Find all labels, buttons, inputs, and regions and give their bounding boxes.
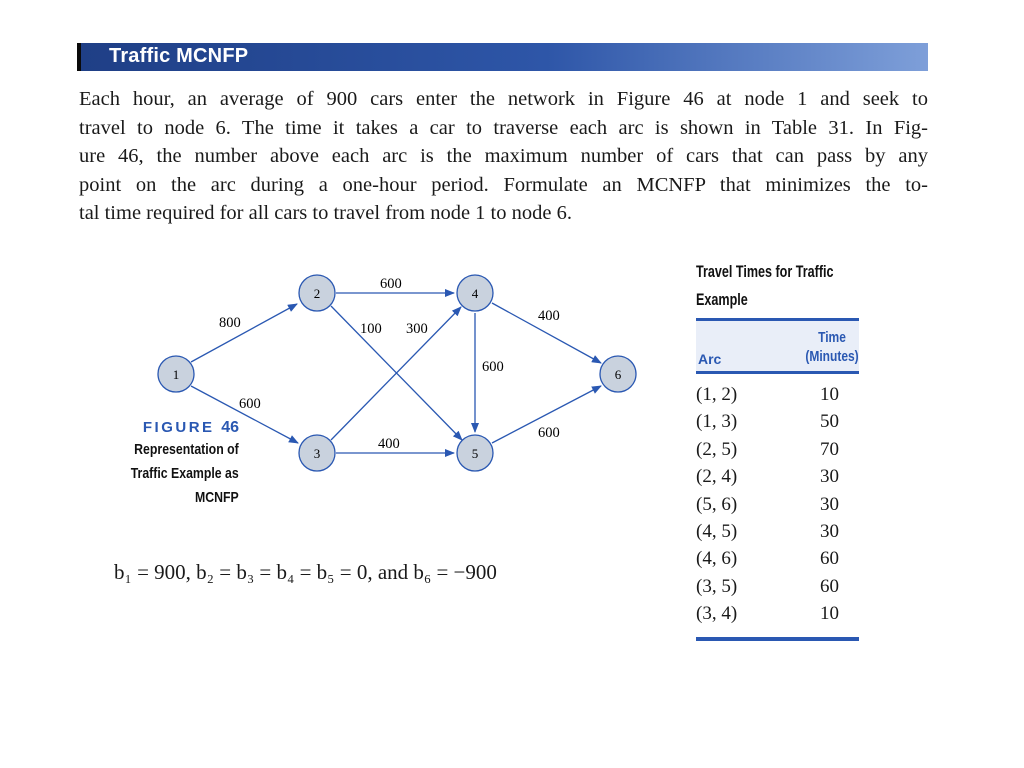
figure-number bbox=[107, 419, 239, 437]
node-3 bbox=[299, 435, 335, 471]
travel-times-table bbox=[696, 318, 859, 641]
section-title: Traffic MCNFP bbox=[109, 45, 249, 67]
arc-label-3-5: 400 bbox=[378, 436, 400, 452]
header-time-line: (Minutes) bbox=[805, 348, 859, 365]
arc-cell: (4, 5) bbox=[696, 520, 738, 542]
time-cell: 60 bbox=[820, 575, 839, 597]
paragraph-line: travel to node 6. The time it takes a car to traverse each arc is shown in Table 31. In Fig- bbox=[79, 116, 928, 139]
table-title-line: Example bbox=[696, 290, 748, 309]
paragraph-line: Each hour, an average of 900 cars enter the network in Figure 46 at node 1 and seek to bbox=[79, 88, 928, 110]
time-cell: 50 bbox=[820, 411, 839, 433]
arc-label-5-6: 600 bbox=[538, 425, 560, 441]
table-row bbox=[696, 494, 859, 521]
table-row bbox=[696, 521, 859, 548]
caption-line: Traffic Example as bbox=[130, 465, 239, 482]
arc-cell: (5, 6) bbox=[696, 493, 738, 515]
arc-cell: (4, 6) bbox=[696, 548, 738, 570]
arc-cell: (3, 5) bbox=[696, 575, 738, 597]
arc-label-4-5: 600 bbox=[482, 359, 504, 375]
node-1-label: 1 bbox=[172, 367, 180, 382]
paragraph-line: point on the arc during a one-hour period. Formulate an MCNFP that minimizes the to- bbox=[79, 173, 928, 196]
figure-caption bbox=[131, 438, 239, 510]
paragraph-line: ure 46, the number above each arc is the maximum number of cars that can pass by any bbox=[79, 145, 928, 168]
table-row bbox=[696, 384, 859, 411]
arc-label-2-4: 600 bbox=[380, 276, 402, 292]
figure-word: FIGURE bbox=[142, 419, 215, 436]
header-time-line: Time bbox=[818, 329, 847, 346]
figure-label bbox=[107, 419, 239, 510]
supply-equation: b₁ = 900, b₂ = b₃ = b₄ = b₅ = 0, and b₆ = −900 bbox=[114, 560, 497, 584]
paragraph-line: tal time required for all cars to travel from node 1 to node 6. bbox=[79, 202, 572, 225]
time-cell: 30 bbox=[820, 466, 839, 488]
time-cell: 70 bbox=[820, 438, 839, 460]
arc-1-2 bbox=[191, 304, 297, 362]
table-row bbox=[696, 466, 859, 493]
table-row bbox=[696, 439, 859, 466]
arc-label-3-4: 300 bbox=[406, 321, 428, 337]
table-row bbox=[696, 576, 859, 603]
table-row bbox=[696, 603, 859, 630]
node-4 bbox=[457, 275, 493, 311]
time-cell: 10 bbox=[820, 384, 839, 405]
figure-num: 46 bbox=[221, 419, 239, 436]
node-4-label: 4 bbox=[471, 286, 479, 301]
arc-label-1-3: 600 bbox=[239, 396, 261, 412]
arc-label-2-5: 100 bbox=[360, 321, 382, 337]
node-5-label: 5 bbox=[471, 446, 479, 461]
table-title-line: Travel Times for Traffic bbox=[696, 262, 834, 281]
caption-line: Representation of bbox=[134, 441, 239, 458]
table-row bbox=[696, 411, 859, 438]
time-cell: 60 bbox=[820, 548, 839, 570]
node-2 bbox=[299, 275, 335, 311]
arc-cell: (1, 3) bbox=[696, 411, 738, 433]
node-6 bbox=[600, 356, 636, 392]
arc-cell: (2, 5) bbox=[696, 438, 738, 460]
arc-label-1-2: 800 bbox=[219, 315, 241, 331]
arc-cell: (3, 4) bbox=[696, 603, 738, 625]
arc-label-4-6: 400 bbox=[538, 308, 560, 324]
node-3-label: 3 bbox=[313, 446, 321, 461]
arc-3-4 bbox=[331, 307, 461, 440]
table-row bbox=[696, 548, 859, 575]
table-body bbox=[696, 374, 859, 641]
time-cell: 30 bbox=[820, 520, 839, 542]
time-cell: 30 bbox=[820, 493, 839, 515]
node-2-label: 2 bbox=[313, 286, 321, 301]
node-5 bbox=[457, 435, 493, 471]
node-6-label: 6 bbox=[614, 367, 622, 382]
table-title bbox=[696, 258, 834, 314]
table-header bbox=[696, 318, 859, 374]
time-cell: 10 bbox=[820, 603, 839, 625]
caption-line: MCNFP bbox=[195, 489, 239, 506]
header-time bbox=[806, 328, 859, 366]
arc-cell: (1, 2) bbox=[696, 384, 738, 405]
node-1 bbox=[158, 356, 194, 392]
header-arc: Arc bbox=[698, 351, 722, 367]
arc-cell: (2, 4) bbox=[696, 466, 738, 488]
